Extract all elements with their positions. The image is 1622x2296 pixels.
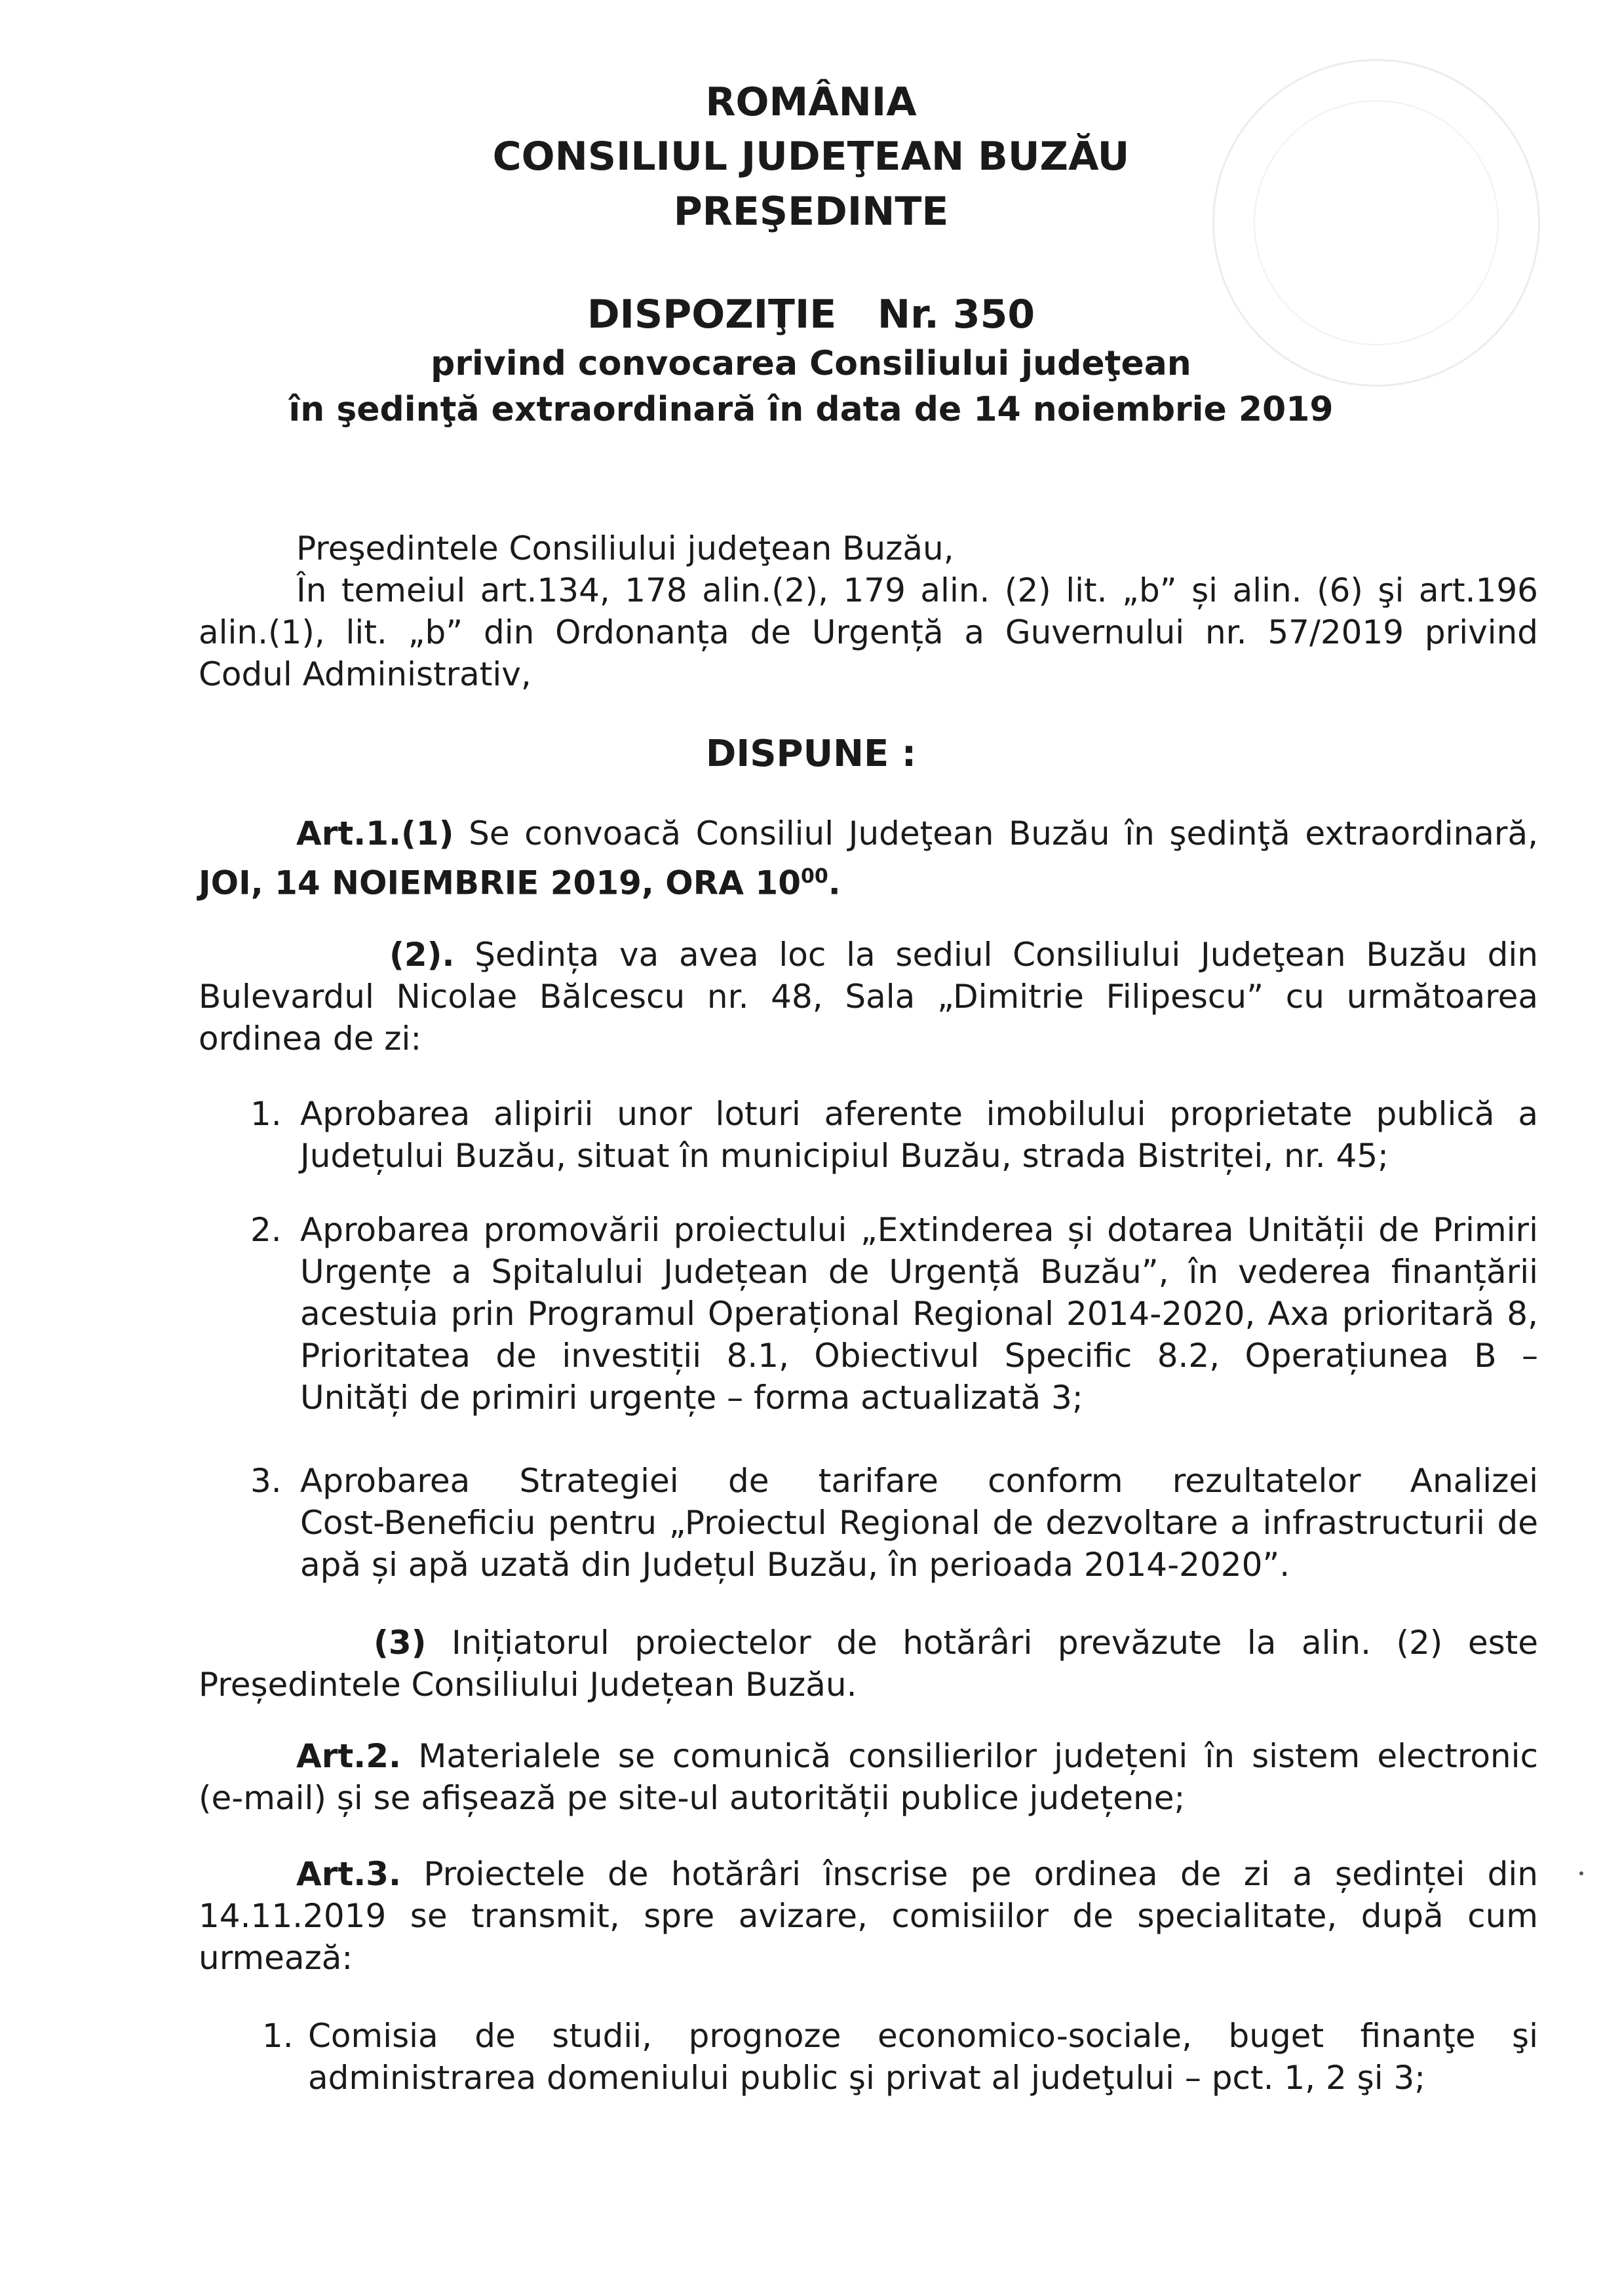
art1-paragraph2-line3: ordinea de zi:	[199, 1020, 422, 1058]
preamble-line: Codul Administrativ,	[199, 655, 531, 693]
committee-item-line: Comisia de studii, prognoze economico-sociale, buget finanţe şi	[308, 2017, 1538, 2055]
agenda-item-line: Aprobarea Strategiei de tarifare conform rezultatelor Analizei	[300, 1462, 1538, 1500]
document-title: DISPOZIŢIE Nr. 350	[587, 292, 1035, 337]
preamble-line: În temeiul art.134, 178 alin.(2), 179 alin. (2) lit. „b” și alin. (6) şi art.196	[296, 571, 1538, 609]
art3-label: Art.3.	[296, 1855, 402, 1893]
scan-speck	[1579, 1871, 1583, 1875]
art2-line1: Art.2. Materialele se comunică consilierilor județeni în sistem electronic	[296, 1737, 1538, 1775]
agenda-item-line: Unități de primiri urgențe – forma actualizată 3;	[300, 1379, 1083, 1417]
art1-paragraph3-line1: (3) Inițiatorul proiectelor de hotărâri prevăzute la alin. (2) este	[374, 1624, 1538, 1662]
document-subtitle-line1: privind convocarea Consiliului judeţean	[431, 344, 1191, 383]
art2-label: Art.2.	[296, 1737, 402, 1775]
agenda-item-line: Cost-Beneficiu pentru „Proiectul Regional de dezvoltare a infrastructurii de	[300, 1504, 1538, 1542]
agenda-item-number: 1.	[250, 1095, 282, 1133]
art1-paragraph2-line1: (2). Şedința va avea loc la sediul Consiliului Judeţean Buzău din	[389, 936, 1538, 974]
committee-item-line: administrarea domeniului public şi privat al judeţului – pct. 1, 2 şi 3;	[308, 2059, 1426, 2097]
art3-line1: Art.3. Proiectele de hotărâri înscrise pe ordinea de zi a ședinței din	[296, 1855, 1538, 1893]
art1-label: Art.1.(1)	[296, 814, 454, 852]
agenda-item-line: Prioritatea de investiții 8.1, Obiectivul Specific 8.2, Operațiunea B –	[300, 1337, 1538, 1375]
preamble-line: Preşedintele Consiliului judeţean Buzău,	[296, 529, 954, 567]
art3-line3: urmează:	[199, 1939, 353, 1977]
header-institution: CONSILIUL JUDEŢEAN BUZĂU	[492, 134, 1130, 180]
art2-line2: (e-mail) și se afișează pe site-ul autorității publice județene;	[199, 1779, 1186, 1817]
art1-paragraph2-line2: Bulevardul Nicolae Bălcescu nr. 48, Sala „Dimitrie Filipescu” cu următoarea	[199, 978, 1538, 1016]
header-office: PREŞEDINTE	[673, 189, 949, 235]
agenda-item-line: Aprobarea promovării proiectului „Extinderea și dotarea Unității de Primiri	[300, 1211, 1538, 1249]
agenda-item-line: Județului Buzău, situat în municipiul Buzău, strada Bistriței, nr. 45;	[300, 1137, 1389, 1175]
art1-p2-label: (2).	[389, 936, 455, 974]
art3-line2: 14.11.2019 se transmit, spre avizare, comisiilor de specialitate, după cum	[199, 1897, 1538, 1935]
preamble-line: alin.(1), lit. „b” din Ordonanța de Urgență a Guvernului nr. 57/2019 privind	[199, 613, 1538, 651]
agenda-item-line: Aprobarea alipirii unor loturi aferente imobilului proprietate publică a	[300, 1095, 1538, 1133]
document-subtitle-line2: în şedinţă extraordinară în data de 14 noiembrie 2019	[288, 390, 1334, 429]
header-country: ROMÂNIA	[705, 79, 917, 125]
agenda-item-line: Urgențe a Spitalului Județean de Urgență Buzău”, în vederea finanțării	[300, 1253, 1538, 1291]
agenda-item-line: acestuia prin Programul Operațional Regional 2014-2020, Axa prioritară 8,	[300, 1295, 1538, 1333]
dispune-heading: DISPUNE :	[705, 733, 917, 775]
art1-paragraph3-line2: Președintele Consiliului Județean Buzău.	[199, 1666, 857, 1704]
art1-p3-label: (3)	[374, 1624, 427, 1662]
agenda-item-number: 3.	[250, 1462, 282, 1500]
committee-item-number: 1.	[262, 2017, 294, 2055]
agenda-item-number: 2.	[250, 1211, 282, 1249]
agenda-item-line: apă și apă uzată din Județul Buzău, în perioada 2014-2020”.	[300, 1546, 1290, 1584]
art1-paragraph1-line1: Art.1.(1) Se convoacă Consiliul Judeţean Buzău în şedinţă extraordinară,	[296, 814, 1538, 852]
art1-meeting-datetime: JOI, 14 NOIEMBRIE 2019, ORA $10^{00}$.	[199, 864, 841, 902]
